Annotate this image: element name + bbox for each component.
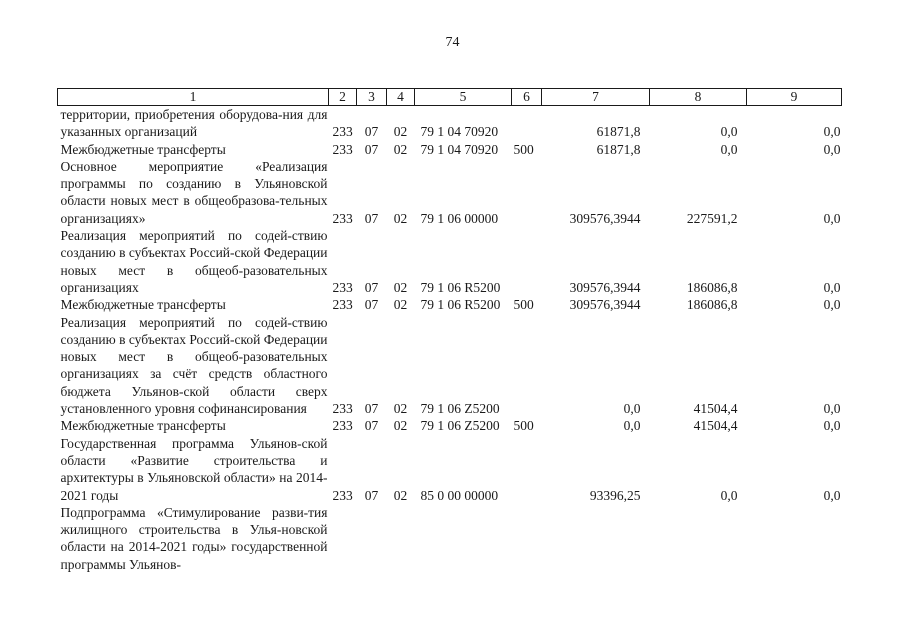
row-name: Основное мероприятие «Реализация программы по созданию в Ульяновской области новых мест в общеобразова-тельных организациях» xyxy=(60,158,328,226)
cell-target-article xyxy=(415,504,512,573)
cell-expense-type xyxy=(512,158,542,227)
cell-amount-2: 0,0 xyxy=(720,141,738,157)
column-header: 3 xyxy=(357,89,387,106)
cell-subsection: 02 xyxy=(393,418,408,434)
cell-grbs: 233 xyxy=(332,297,353,313)
column-header: 9 xyxy=(747,89,842,106)
cell-expense-type xyxy=(512,227,542,296)
cell-amount-1: 309576,3944 xyxy=(569,297,641,313)
cell-section: 07 xyxy=(364,141,379,157)
cell-amount-1 xyxy=(542,504,650,573)
cell-target-article: 79 1 06 Z5200 xyxy=(420,401,500,417)
cell-target-article: 79 1 04 70920 xyxy=(420,141,499,157)
column-header: 2 xyxy=(329,89,357,106)
cell-grbs: 233 xyxy=(332,141,353,157)
header-row xyxy=(58,89,842,106)
cell-amount-2: 41504,4 xyxy=(693,418,738,434)
cell-section: 07 xyxy=(364,401,379,417)
cell-target-article: 79 1 06 R5200 xyxy=(420,297,501,313)
cell-amount-1: 0,0 xyxy=(623,401,641,417)
row-name: Подпрограмма «Стимулирование разви-тия жилищного строительства в Улья-новской области на 2014-2021 годы» государственной программы Ульянов- xyxy=(60,504,328,572)
page-number: 74 xyxy=(445,35,460,50)
budget-table xyxy=(57,88,842,573)
cell-grbs: 233 xyxy=(332,401,353,417)
cell-grbs: 233 xyxy=(332,418,353,434)
cell-amount-3: 0,0 xyxy=(823,487,841,503)
cell-grbs: 233 xyxy=(332,124,353,140)
table-row xyxy=(58,417,842,434)
cell-amount-1: 61871,8 xyxy=(596,141,641,157)
cell-subsection: 02 xyxy=(393,279,408,295)
cell-subsection: 02 xyxy=(393,487,408,503)
cell-section: 07 xyxy=(364,279,379,295)
cell-expense-type: 500 xyxy=(513,418,534,434)
cell-target-article: 79 1 06 00000 xyxy=(420,210,499,226)
table-body xyxy=(58,106,842,574)
cell-amount-2: 186086,8 xyxy=(686,279,738,295)
cell-amount-1: 61871,8 xyxy=(596,124,641,140)
table-row xyxy=(58,314,842,418)
cell-amount-1: 93396,25 xyxy=(589,487,641,503)
row-name: Реализация мероприятий по содей-ствию созданию в субъектах Россий-ской Федерации новых мест в общеоб-разовательных организациях за счёт средств областного бюджета Ульянов-ской области сверх установленного уровня софинансирования xyxy=(60,314,328,417)
cell-section: 07 xyxy=(364,297,379,313)
cell-amount-3: 0,0 xyxy=(823,279,841,295)
table-row xyxy=(58,504,842,573)
table-row xyxy=(58,227,842,296)
column-header: 8 xyxy=(650,89,747,106)
cell-section: 07 xyxy=(364,487,379,503)
table-row xyxy=(58,141,842,158)
cell-section: 07 xyxy=(364,124,379,140)
cell-subsection: 02 xyxy=(393,210,408,226)
column-header: 6 xyxy=(512,89,542,106)
row-name: территории, приобретения оборудова-ния для указанных организаций xyxy=(60,107,328,140)
column-header: 4 xyxy=(387,89,415,106)
cell-subsection: 02 xyxy=(393,297,408,313)
column-header: 1 xyxy=(58,89,329,106)
column-header: 5 xyxy=(415,89,512,106)
cell-grbs: 233 xyxy=(332,279,353,295)
cell-grbs xyxy=(329,504,357,573)
cell-amount-3: 0,0 xyxy=(823,141,841,157)
cell-amount-3: 0,0 xyxy=(823,401,841,417)
cell-amount-1: 0,0 xyxy=(623,418,641,434)
cell-subsection xyxy=(387,504,415,573)
table-row xyxy=(58,158,842,227)
cell-amount-3: 0,0 xyxy=(823,418,841,434)
cell-grbs: 233 xyxy=(332,210,353,226)
row-name: Межбюджетные трансферты xyxy=(60,141,226,157)
cell-amount-1: 309576,3944 xyxy=(569,279,641,295)
cell-target-article: 85 0 00 00000 xyxy=(420,487,499,503)
cell-subsection: 02 xyxy=(393,401,408,417)
column-header: 7 xyxy=(542,89,650,106)
cell-amount-2: 41504,4 xyxy=(693,401,738,417)
cell-subsection: 02 xyxy=(393,124,408,140)
cell-amount-1: 309576,3944 xyxy=(569,210,641,226)
cell-amount-3 xyxy=(747,504,842,573)
cell-target-article: 79 1 04 70920 xyxy=(420,124,499,140)
table-row xyxy=(58,435,842,504)
cell-subsection: 02 xyxy=(393,141,408,157)
cell-amount-2: 0,0 xyxy=(720,124,738,140)
cell-expense-type xyxy=(512,314,542,418)
cell-amount-2: 186086,8 xyxy=(686,297,738,313)
cell-section: 07 xyxy=(364,418,379,434)
cell-section: 07 xyxy=(364,210,379,226)
cell-expense-type xyxy=(512,504,542,573)
cell-target-article: 79 1 06 Z5200 xyxy=(420,418,500,434)
cell-amount-2: 227591,2 xyxy=(686,210,738,226)
cell-expense-type xyxy=(512,106,542,141)
cell-target-article: 79 1 06 R5200 xyxy=(420,279,501,295)
cell-amount-3: 0,0 xyxy=(823,297,841,313)
table-row xyxy=(58,106,842,141)
cell-expense-type xyxy=(512,435,542,504)
row-name: Государственная программа Ульянов-ской области «Развитие строительства и архитектуры в Ульяновской области» на 2014-2021 годы xyxy=(60,435,328,503)
cell-expense-type: 500 xyxy=(513,297,534,313)
cell-section xyxy=(357,504,387,573)
cell-amount-2 xyxy=(650,504,747,573)
row-name: Реализация мероприятий по содей-ствию созданию в субъектах Россий-ской Федерации новых мест в общеоб-разовательных организациях xyxy=(60,228,328,295)
cell-expense-type: 500 xyxy=(513,141,534,157)
cell-grbs: 233 xyxy=(332,487,353,503)
table-row xyxy=(58,296,842,313)
row-name: Межбюджетные трансферты xyxy=(60,297,226,313)
cell-amount-3: 0,0 xyxy=(823,210,841,226)
cell-amount-2: 0,0 xyxy=(720,487,738,503)
row-name: Межбюджетные трансферты xyxy=(60,418,226,434)
cell-amount-3: 0,0 xyxy=(823,124,841,140)
